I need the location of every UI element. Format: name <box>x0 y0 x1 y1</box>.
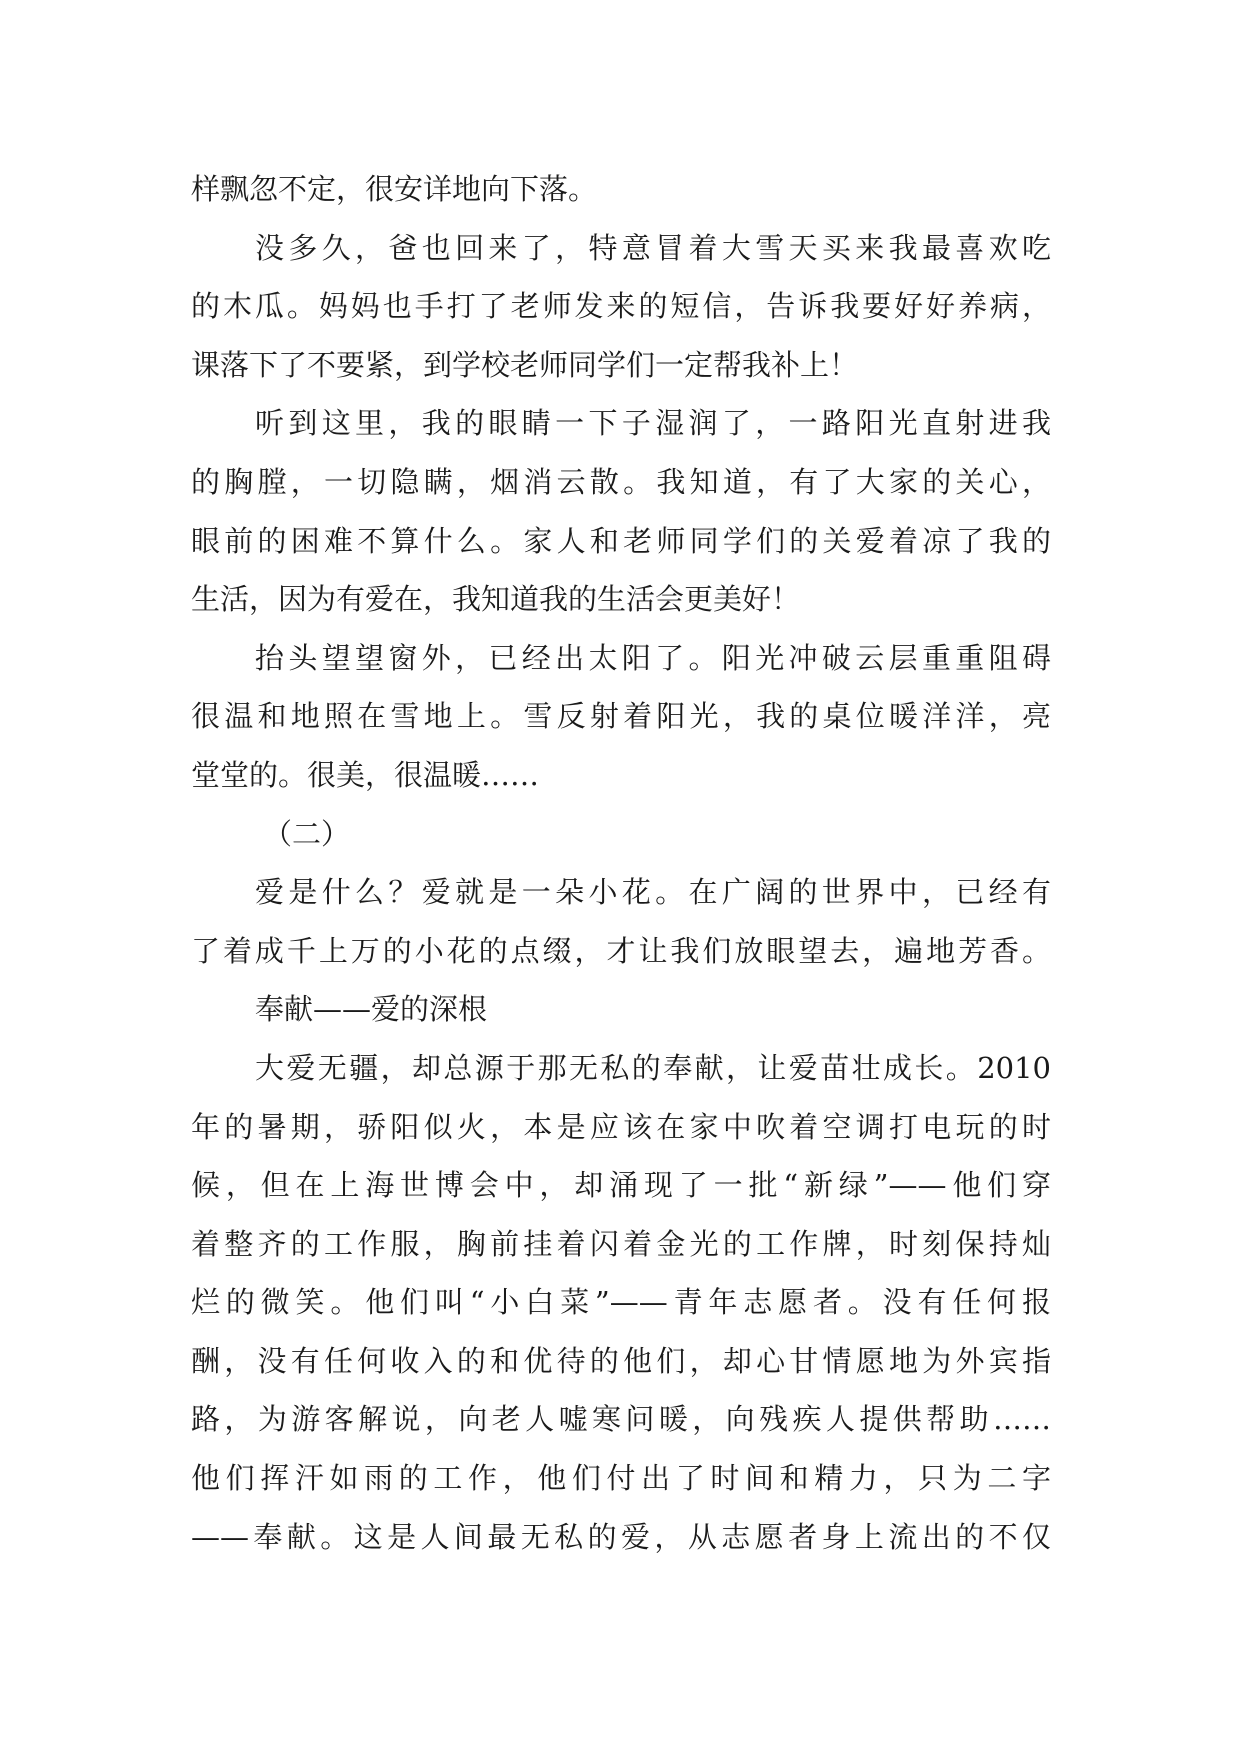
subheading-line: 奉献——爱的深根 <box>255 992 488 1027</box>
paragraph-start-line: 爱是什么？爱就是一朵小花。在广阔的世界中，已经有 <box>255 875 1051 910</box>
document-body <box>191 160 1051 1566</box>
text-line: 的木瓜。妈妈也手打了老师发来的短信，告诉我要好好养病， <box>191 289 1051 324</box>
text-line: ——奉献。这是人间最无私的爱，从志愿者身上流出的不仅 <box>191 1519 1051 1554</box>
text-line: 候，但在上海世博会中，却涌现了一批“新绿”——他们穿 <box>191 1168 1051 1203</box>
section-heading: （二） <box>263 816 351 851</box>
text-line: 年的暑期，骄阳似火，本是应该在家中吹着空调打电玩的时 <box>191 1109 1051 1144</box>
text-line: 眼前的困难不算什么。家人和老师同学们的关爱着凉了我的 <box>191 523 1051 558</box>
text-line: 课落下了不要紧，到学校老师同学们一定帮我补上！ <box>191 347 859 382</box>
paragraph-start-line: 大爱无疆，却总源于那无私的奉献，让爱苗壮成长。2010 <box>255 1050 1051 1085</box>
text-line: 堂堂的。很美，很温暖…… <box>191 757 540 792</box>
paragraph-start-line: 听到这里，我的眼睛一下子湿润了，一路阳光直射进我 <box>255 406 1051 441</box>
paragraph-start-line: 抬头望望窗外，已经出太阳了。阳光冲破云层重重阻碍 <box>255 640 1051 675</box>
text-line: 酬，没有任何收入的和优待的他们，却心甘情愿地为外宾指 <box>191 1343 1051 1378</box>
text-line: 烂的微笑。他们叫“小白菜”——青年志愿者。没有任何报 <box>191 1285 1051 1320</box>
text-line: 路，为游客解说，向老人嘘寒问暖，向残疾人提供帮助…… <box>191 1402 1051 1437</box>
text-line: 很温和地照在雪地上。雪反射着阳光，我的桌位暖洋洋，亮 <box>191 699 1051 734</box>
text-line: 他们挥汗如雨的工作，他们付出了时间和精力，只为二字 <box>191 1461 1051 1496</box>
text-line: 着整齐的工作服，胸前挂着闪着金光的工作牌，时刻保持灿 <box>191 1226 1051 1261</box>
text-line: 的胸膛，一切隐瞒，烟消云散。我知道，有了大家的关心， <box>191 464 1051 499</box>
text-line: 了着成千上万的小花的点缀，才让我们放眼望去，遍地芳香。 <box>191 933 1051 968</box>
paragraph-start-line: 没多久，爸也回来了，特意冒着大雪天买来我最喜欢吃 <box>255 230 1051 265</box>
text-line: 生活，因为有爱在，我知道我的生活会更美好！ <box>191 582 801 617</box>
text-line: 样飘忽不定，很安详地向下落。 <box>191 172 598 206</box>
